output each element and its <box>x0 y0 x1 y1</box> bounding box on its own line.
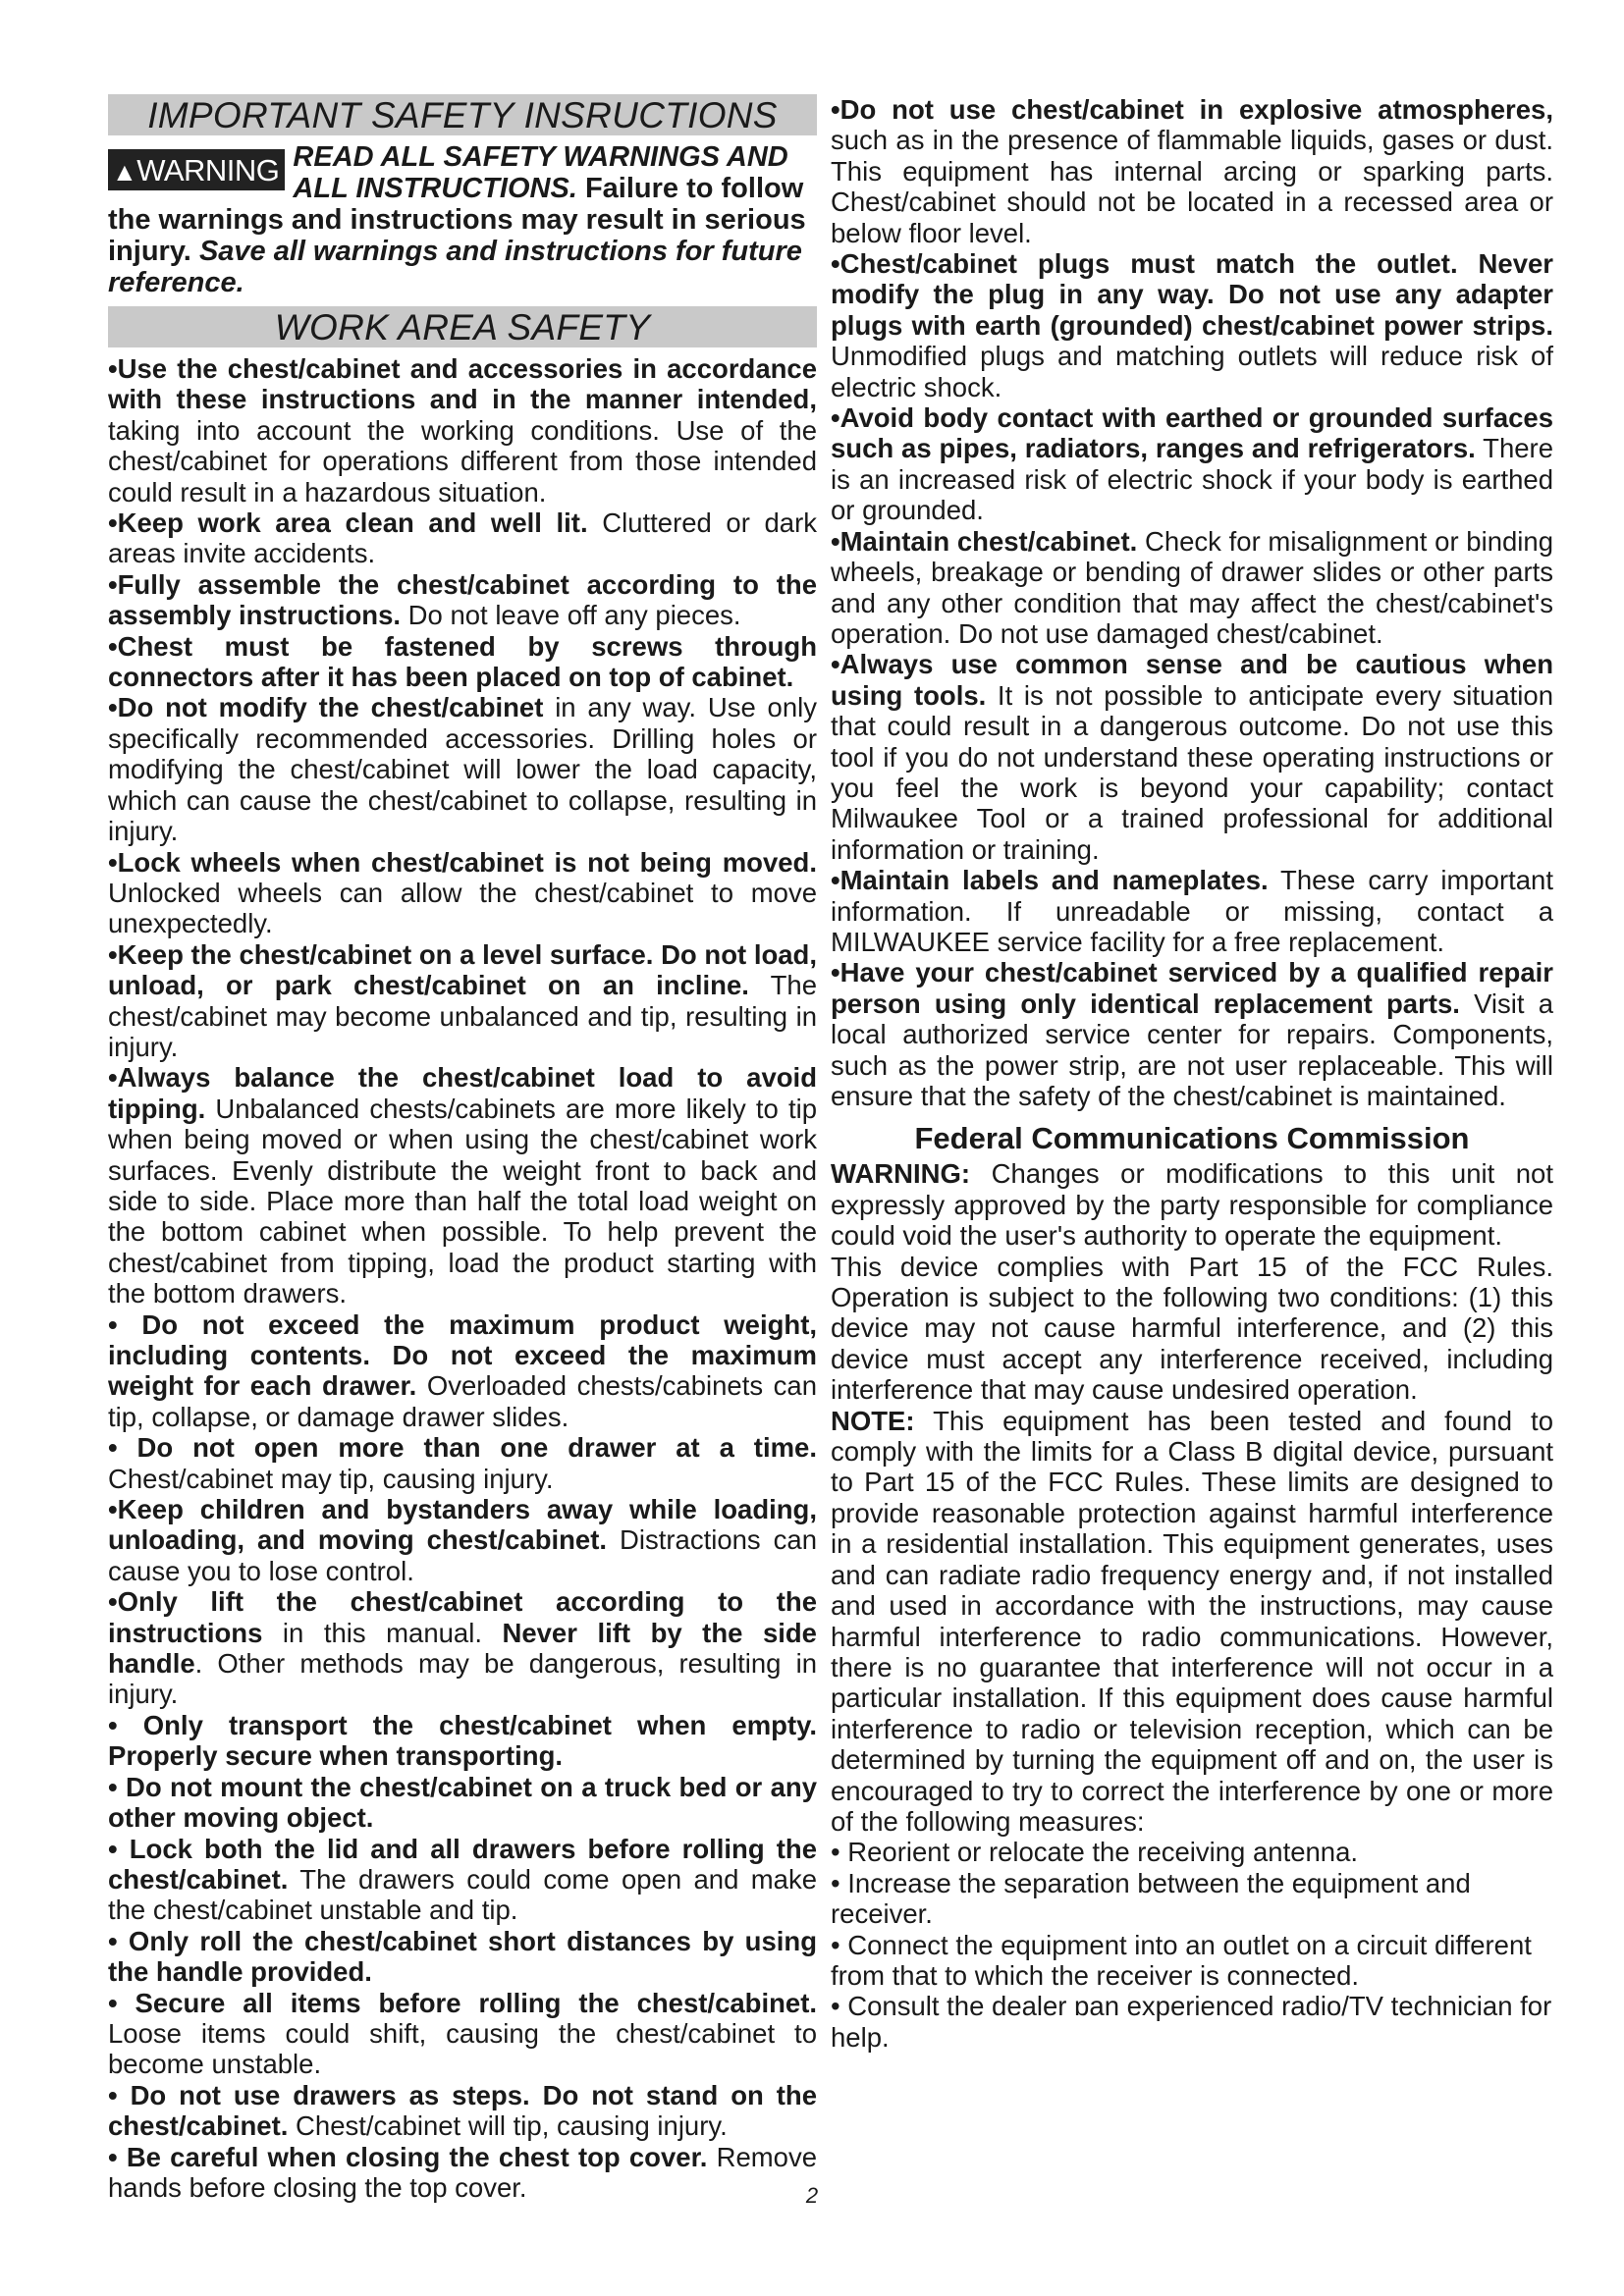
warning-triangle-icon: ▲ <box>112 157 137 187</box>
warning-lead-text: READ ALL SAFETY WARNINGS AND ALL INSTRUCTIONS. <box>293 141 788 204</box>
list-item: •Do not use chest/cabinet in explosive atmospheres, such as in the presence of flammable liquids, gases or dust. This equipment has internal arcing or sparking parts. Chest/cabinet should not be located in a recessed area or below floor level. <box>831 94 1553 248</box>
warning-badge-label: WARNING <box>136 153 280 187</box>
warning-block <box>108 141 817 298</box>
list-item: •Lock wheels when chest/cabinet is not being moved. Unlocked wheels can allow the chest/cabinet to move unexpectedly. <box>108 846 817 939</box>
section-title-important-safety: IMPORTANT SAFETY INSRUCTIONS <box>108 94 817 135</box>
list-item: •Keep work area clean and well lit. Cluttered or dark areas invite accidents. <box>108 507 817 569</box>
list-item: •Only lift the chest/cabinet according to the instructions in this manual. Never lift by the side handle. Other methods may be dangerous, resulting in injury. <box>108 1586 817 1710</box>
page-number: 2 <box>805 2183 819 2208</box>
list-item: •Always use common sense and be cautious when using tools. It is not possible to anticipate every situation that could result in a dangerous outcome. Do not use this tool if you do not understand these operating instructions or you feel the work is beyond your capability; contact Milwaukee Tool or a trained professional for additional information or training. <box>831 649 1553 865</box>
fcc-compliance: This device complies with Part 15 of the FCC Rules. Operation is subject to the following two conditions: (1) this device may not cause harmful interference, and (2) this device must accept any interference received, including interference that may cause undesired operation. <box>831 1251 1553 1406</box>
fcc-heading: Federal Communications Commission <box>914 1121 1470 1156</box>
list-item: • Only roll the chest/cabinet short distances by using the handle provided. <box>108 1925 817 1988</box>
list-item: •Keep the chest/cabinet on a level surface. Do not load, unload, or park chest/cabinet on an incline. The chest/cabinet may become unbalanced and tip, resulting in injury. <box>108 938 818 1062</box>
safety-list-continued <box>831 94 1553 1111</box>
list-item: • Do not exceed the maximum product weight, including contents. Do not exceed the maximum weight for each drawer. Overloaded chests/cabinets can tip, collapse, or damage drawer slides. <box>108 1308 817 1432</box>
section-title-work-area: WORK AREA SAFETY <box>108 306 817 347</box>
list-item: •Always balance the chest/cabinet load to avoid tipping. Unbalanced chests/cabinets are more likely to tip when being moved or when using the chest/cabinet work surfaces. Evenly distribute the weight front to back and side to side. Place more than half the total load weight on the bottom cabinet when possible. To help prevent the chest/cabinet from tipping, load the product starting with the bottom drawers. <box>108 1062 817 1309</box>
list-item: •Use the chest/cabinet and accessories in accordance with these instructions and in the manner intended, taking into account the working conditions. Use of the chest/cabinet for operations different from those intended could result in a hazardous situation. <box>108 353 817 507</box>
list-item: • Lock both the lid and all drawers before rolling the chest/cabinet. The drawers could come open and make the chest/cabinet unstable and tip. <box>108 1833 817 1926</box>
list-item: •Chest must be fastened by screws through connectors after it has been placed on top of cabinet. <box>108 630 817 693</box>
list-item: •Have your chest/cabinet serviced by a qualified repair person using only identical replacement parts. Visit a local authorized service center for repairs. Components, such as the power strip, are not user replaceable. This will ensure that the safety of the chest/cabinet is maintained. <box>831 957 1553 1111</box>
left-column <box>108 94 817 2203</box>
list-item: • Do not mount the chest/cabinet on a truck bed or any other moving object. <box>108 1771 817 1834</box>
fcc-measure: • Increase the separation between the equipment and receiver. <box>831 1867 1471 1930</box>
fcc-warning: WARNING: Changes or modifications to this unit not expressly approved by the party responsible for compliance could void the user's authority to operate the equipment. <box>831 1158 1553 1252</box>
fcc-measure: • Reorient or relocate the receiving antenna. <box>831 1837 1359 1868</box>
warning-save-text: Save all warnings and instructions for future reference. <box>108 236 802 298</box>
warning-badge <box>108 149 285 190</box>
list-item: •Chest/cabinet plugs must match the outlet. Never modify the plug in any way. Do not use any adapter plugs with earth (grounded) chest/cabinet power strips. Unmodified plugs and matching outlets will reduce risk of electric shock. <box>831 248 1553 402</box>
list-item: •Do not modify the chest/cabinet in any way. Use only specifically recommended accessories. Drilling holes or modifying the chest/cabinet will lower the load capacity, which can cause the chest/cabinet to collapse, resulting in injury. <box>108 692 817 847</box>
list-item: • Only transport the chest/cabinet when empty. Properly secure when transporting. <box>108 1709 817 1772</box>
fcc-measure: • Consult the dealer ɒan experienced radio/TV technician for help. <box>831 1991 1552 2053</box>
list-item: •Keep children and bystanders away while loading, unloading, and moving chest/cabinet. Distractions can cause you to lose control. <box>108 1494 817 1586</box>
right-column <box>831 94 1553 2053</box>
warning-body-text: Failure to follow the warnings and instructions may result in serious injury. <box>108 173 806 267</box>
list-item: •Maintain chest/cabinet. Check for misalignment or binding wheels, breakage or bending of drawer slides or other parts and any other condition that may affect the chest/cabinet's operation. Do not use damaged chest/cabinet. <box>831 525 1553 649</box>
fcc-measure: • Connect the equipment into an outlet on a circuit different from that to which the receiver is connected. <box>831 1929 1532 1991</box>
list-item: •Maintain labels and nameplates. These carry important information. If unreadable or missing, contact a MILWAUKEE service facility for a free replacement. <box>831 865 1553 957</box>
list-item: •Fully assemble the chest/cabinet according to the assembly instructions. Do not leave off any pieces. <box>108 568 817 631</box>
work-area-list <box>108 353 817 2203</box>
list-item: • Be careful when closing the chest top cover. Remove hands before closing the top cover. <box>108 2141 817 2203</box>
list-item: • Do not use drawers as steps. Do not stand on the chest/cabinet. Chest/cabinet will tip, causing injury. <box>108 2079 817 2142</box>
list-item: • Do not open more than one drawer at a time. Chest/cabinet may tip, causing injury. <box>108 1432 817 1494</box>
list-item: • Secure all items before rolling the chest/cabinet. Loose items could shift, causing the chest/cabinet to become unstable. <box>108 1987 817 2080</box>
fcc-note: NOTE: This equipment has been tested and found to comply with the limits for a Class B digital device, pursuant to Part 15 of the FCC Rules. These limits are designed to provide reasonable protection against harmful interference in a residential installation. This equipment generates, uses and can radiate radio frequency energy and, if not installed and used in accordance with the instructions, may cause harmful interference to radio communications. However, there is no guarantee that interference will not occur in a particular installation. If this equipment does cause harmful interference to radio or television reception, which can be determined by turning the equipment off and on, the user is encouraged to try to correct the interference by one or more of the following measures: <box>831 1405 1553 1837</box>
list-item: •Avoid body contact with earthed or grounded surfaces such as pipes, radiators, ranges and refrigerators. There is an increased risk of electric shock if your body is earthed or grounded. <box>831 402 1554 526</box>
